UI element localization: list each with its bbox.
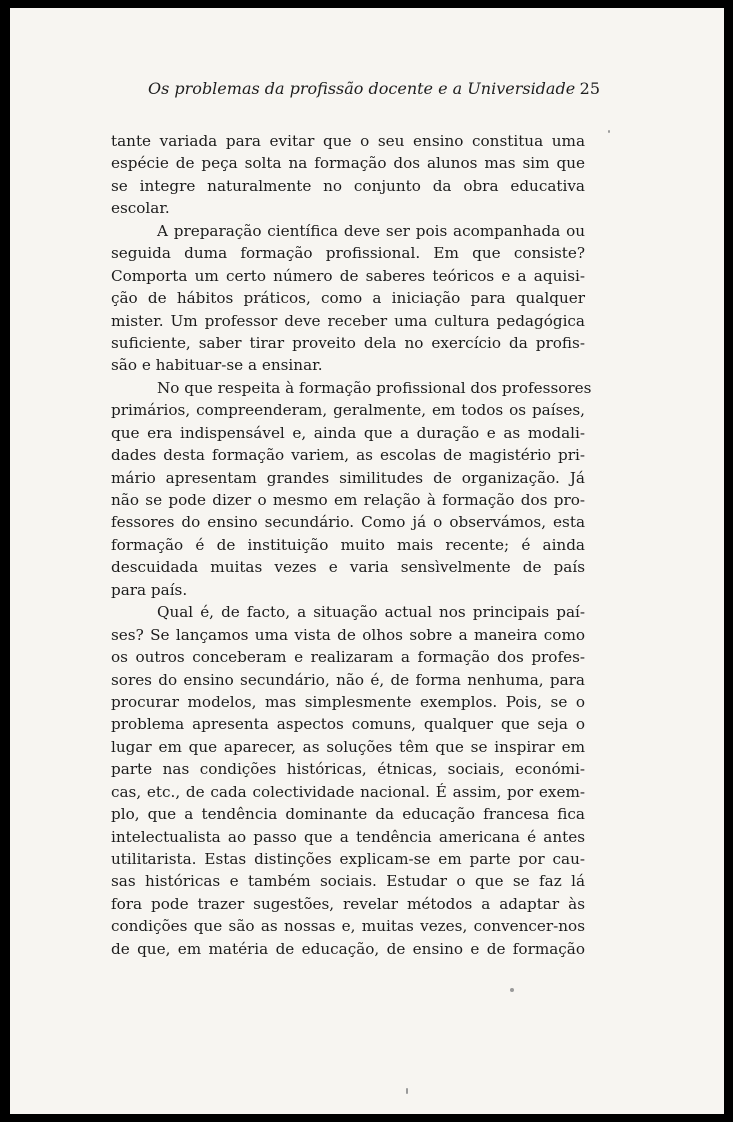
- text-line: fora pode trazer sugestões, revelar métodos a adaptar às: [111, 894, 585, 913]
- paper-speck: [406, 1088, 408, 1094]
- text-line: não se pode dizer o mesmo em relação à formação dos pro-: [111, 491, 585, 509]
- paragraph-2: [111, 220, 585, 377]
- text-line: suficiente, saber tirar proveito dela no exercício da profis-: [111, 333, 585, 352]
- text-line: condições que são as nossas e, muitas vezes, convencer-nos: [111, 917, 585, 936]
- book-page: [10, 8, 724, 1114]
- paragraph-3: [111, 377, 592, 601]
- text-line: que era indispensável e, ainda que a duração e as modali-: [111, 423, 585, 442]
- text-line: se integre naturalmente no conjunto da obra educativa: [111, 176, 585, 195]
- text-line: mister. Um professor deve receber uma cultura pedagógica: [111, 311, 585, 330]
- text-line: ção de hábitos práticos, como a iniciação para qualquer: [111, 289, 585, 308]
- text-line: de que, em matéria de educação, de ensino e de formação: [111, 939, 585, 958]
- text-line: plo, que a tendência dominante da educação francesa fica: [111, 805, 585, 824]
- text-line: A preparação científica deve ser pois acompanhada ou: [157, 221, 585, 240]
- page-number: 25: [579, 79, 600, 98]
- text-line: fessores do ensino secundário. Como já o observámos, esta: [111, 513, 585, 532]
- text-line: para país.: [111, 580, 188, 599]
- paragraph-4: [111, 601, 585, 960]
- text-line: problema apresenta aspectos comuns, qualquer que seja o: [111, 715, 585, 734]
- text-line: intelectualista ao passo que a tendência americana é antes: [111, 827, 585, 846]
- text-line: dades desta formação variem, as escolas de magistério pri-: [111, 446, 585, 465]
- text-line: No que respeita à formação profissional dos professores: [157, 378, 592, 397]
- text-line: primários, compreenderam, geralmente, em todos os países,: [111, 401, 585, 420]
- text-line: escolar.: [111, 199, 170, 218]
- text-line: formação é de instituição muito mais recente; é ainda: [111, 535, 585, 554]
- text-line: lugar em que aparecer, as soluções têm que se inspirar em: [111, 737, 585, 756]
- text-line: cas, etc., de cada colectividade nacional. É assim, por exem-: [111, 782, 585, 801]
- paragraph-1: [111, 130, 585, 220]
- text-line: são e habituar-se a ensinar.: [111, 356, 323, 375]
- body-text: [111, 130, 592, 960]
- text-line: tante variada para evitar que o seu ensino constitua uma: [111, 132, 585, 150]
- paper-speck: [510, 988, 514, 992]
- text-line: ses? Se lançamos uma vista de olhos sobre a maneira como: [111, 625, 585, 644]
- paper-speck: [608, 130, 610, 133]
- text-line: sores do ensino secundário, não é, de forma nenhuma, para: [111, 670, 585, 689]
- text-line: sas históricas e também sociais. Estudar o que se faz lá: [111, 872, 585, 891]
- text-line: os outros conceberam e realizaram a formação dos profes-: [111, 648, 585, 667]
- text-line: utilitarista. Estas distinções explicam-se em parte por cau-: [111, 850, 585, 868]
- running-title: Os problemas da profissão docente e a Universidade: [148, 79, 576, 98]
- page-header: [148, 74, 600, 104]
- text-line: Qual é, de facto, a situação actual nos principais paí-: [157, 603, 585, 622]
- text-line: seguida duma formação profissional. Em que consiste?: [111, 244, 585, 263]
- text-line: Comporta um certo número de saberes teóricos e a aquisi-: [111, 266, 585, 285]
- text-line: espécie de peça solta na formação dos alunos mas sim que: [111, 154, 585, 173]
- text-line: procurar modelos, mas simplesmente exemplos. Pois, se o: [111, 692, 585, 711]
- text-line: parte nas condições históricas, étnicas, sociais, económi-: [111, 760, 585, 779]
- text-line: mário apresentam grandes similitudes de organização. Já: [111, 468, 585, 487]
- text-line: descuidada muitas vezes e varia sensìvelmente de país: [111, 558, 585, 577]
